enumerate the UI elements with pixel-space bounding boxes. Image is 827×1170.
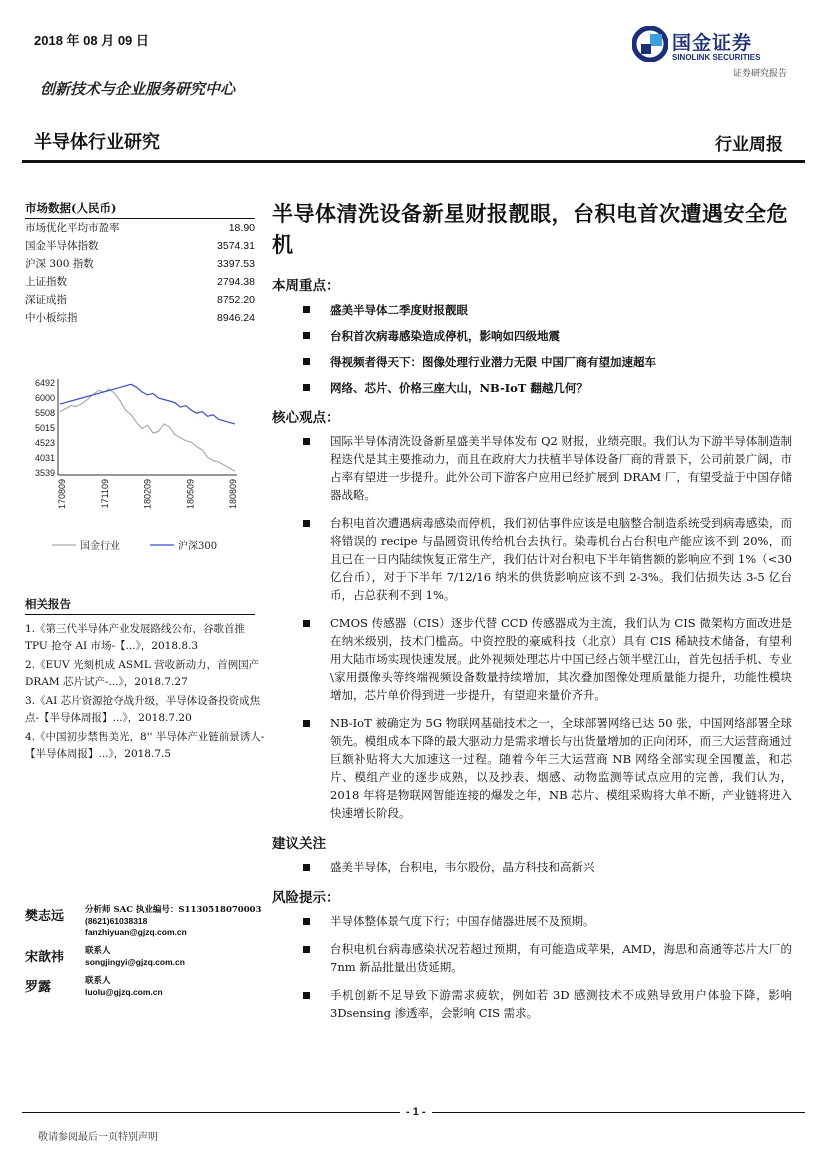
core-point: NB-IoT 被确定为 5G 物联网基础技术之一，全球部署网络已达 50 张，中国网络部署全球领先。模组成本下降的最大驱动力是需求增长与出货量增加的正向闭环，而三大运营商通过巨额补贴将大大加速这一过程。随着今年三大运营商 NB 网络全部实现全国覆盖，和芯片、模组产业的逐步成熟，以及抄表、烟感、动物监测等试点应用的完善，我们认为，2018 年将是物联网智能连接的爆发之年，NB 芯片、模组采购将大单不断，产业链将进入快速增长阶段。	[272, 714, 792, 822]
analyst-role: 分析师 SAC 执业编号：S1130518070003	[85, 905, 262, 915]
market-label: 中小板综指	[25, 312, 78, 324]
report-date: 2018 年 08 月 09 日	[34, 33, 149, 48]
highlight-item: 盛美半导体二季度财报靓眼	[272, 300, 792, 320]
market-label: 深证成指	[25, 294, 67, 306]
market-data-list	[25, 219, 265, 327]
logo-text-en: SINOLINK SECURITIES	[672, 53, 761, 62]
market-data-title: 市场数据(人民币)	[25, 200, 255, 219]
market-row	[25, 309, 255, 327]
suggest-item: 盛美半导体，台积电，韦尔股份，晶方科技和高新兴	[272, 858, 792, 876]
market-row	[25, 255, 255, 273]
x-tick-label: 180209	[142, 479, 153, 510]
market-label: 上证指数	[25, 276, 67, 288]
header-divider	[22, 160, 805, 163]
report-type: 行业周报	[715, 135, 783, 155]
analyst-role: 联系人	[85, 976, 111, 986]
market-row	[25, 291, 255, 309]
line-chart	[22, 370, 247, 570]
logo-subtitle: 证券研究报告	[732, 69, 787, 79]
market-value: 8946.24	[217, 312, 255, 324]
related-report-link[interactable]: 2.《EUV 光刻机成 ASML 营收新动力，首例国产 DRAM 芯片试产-...》，2018.7.27	[25, 659, 260, 688]
core-title: 核心观点：	[272, 410, 340, 426]
page-number: - 1 -	[400, 1106, 432, 1118]
analyst-list	[25, 905, 270, 1006]
market-value: 18.90	[228, 222, 255, 234]
market-value: 3397.53	[217, 258, 255, 270]
risk-item: 半导体整体景气度下行；中国存储器进展不及预期。	[272, 912, 792, 930]
analyst-name: 罗露	[25, 980, 52, 995]
risk-item: 台积电机台病毒感染状况若超过预期，有可能造成苹果，AMD，海思和高通等芯片大厂的 7nm 新品批量出货延期。	[272, 940, 792, 976]
x-tick-label: 180809	[228, 479, 238, 510]
footer-disclaimer: 敬请参阅最后一页特别声明	[38, 1132, 158, 1143]
logo-text-cn: 国金证券	[672, 32, 753, 54]
analyst-entry	[25, 905, 270, 938]
y-tick-label: 4031	[34, 453, 55, 463]
related-report-link[interactable]: 3.《AI 芯片资源抢夺战升级，半导体设备投资成焦点-【半导体周报】...》，2018.7.20	[25, 695, 261, 724]
highlight-item: 得视频者得天下：图像处理行业潜力无限 中国厂商有望加速超车	[272, 352, 792, 372]
core-point: 台积电首次遭遇病毒感染而停机，我们初估事件应该是电脑整合制造系统受到病毒感染，而将错误的 recipe 与晶圆资讯传给机台去执行。染毒机台占台积电产能应该不到 20%，而且已在一日内陆续恢复正常生产，我们估计对台积电下半年销售额的影响应不到 1%（<30 亿台币），对于下半年 7/12/16 纳米的供货影响应该不到 2-3%。我们估损失达 3-5 亿台币，占总获利不到 1%。	[272, 514, 792, 604]
analyst-info	[85, 905, 261, 938]
industry-title: 半导体行业研究	[34, 132, 160, 153]
x-tick-label: 180509	[185, 479, 196, 510]
risk-item: 手机创新不足导致下游需求疲软，例如若 3D 感测技术不成熟导致用户体验下降，影响 3Dsensing 渗透率，会影响 CIS 需求。	[272, 986, 792, 1022]
index-chart	[22, 370, 247, 570]
y-tick-label: 6492	[34, 378, 55, 388]
core-point: 国际半导体清洗设备新星盛美半导体发布 Q2 财报，业绩亮眼。我们认为下游半导体制造制程迭代是其主要推动力，而且在政府大力扶植半导体设备厂商的背景下，公司前景广阔，市占率有望进一步提升。此外公司下游客户应用已经扩展到 DRAM 厂，有望受益于中国存储器战略。	[272, 432, 792, 504]
y-tick-label: 6000	[34, 393, 55, 403]
analyst-name: 樊志远	[25, 909, 65, 924]
highlight-item: 台积首次病毒感染造成停机，影响如四级地震	[272, 326, 792, 346]
market-value: 2794.38	[217, 276, 255, 288]
legend-label: 沪深300	[178, 541, 218, 552]
x-tick-label: 170809	[57, 479, 67, 510]
analyst-name: 宋歆祎	[25, 950, 65, 965]
analyst-email[interactable]: songjingyi@gjzq.com.cn	[85, 957, 185, 967]
core-point: CMOS 传感器（CIS）逐步代替 CCD 传感器成为主流，我们认为 CIS 微架构方面改进是在纳米级别，技术门槛高。中资控股的豪威科技（北京）具有 CIS 稀缺技术储备，有望利用大陆市场实现快速发展。此外视频处理芯片中国已经占领半壁江山，首先包括手机、专业\家用摄像头等终端视频设备数量持续增加，其次叠加图像处理质量能力提升，功能性模块增加，芯片单价得到进一步提升，有望迎来量价齐升。	[272, 614, 792, 704]
market-label: 沪深 300 指数	[25, 258, 94, 270]
market-value: 8752.20	[217, 294, 255, 306]
related-report-link[interactable]: 1.《第三代半导体产业发展路线公布，谷歌首推 TPU 抢夺 AI 市场-【...》，2018.8.3	[25, 623, 246, 652]
analyst-phone: (8621)61038318	[85, 916, 148, 926]
market-row	[25, 273, 255, 291]
highlight-item: 网络、芯片、价格三座大山，NB-IoT 翻越几何？	[272, 378, 792, 398]
y-tick-label: 5015	[34, 423, 55, 433]
market-value: 3574.31	[217, 240, 255, 252]
analyst-entry	[25, 946, 270, 968]
analyst-email[interactable]: fanzhiyuan@gjzq.com.cn	[85, 927, 187, 937]
research-center-name: 创新技术与企业服务研究中心	[40, 80, 236, 98]
y-tick-label: 4523	[34, 438, 55, 448]
legend-label: 国金行业	[80, 541, 120, 552]
main-content	[272, 198, 792, 1032]
highlights-title: 本周重点：	[272, 278, 340, 294]
market-row	[25, 219, 255, 237]
y-tick-label: 3539	[34, 468, 55, 478]
market-row	[25, 237, 255, 255]
related-reports	[25, 596, 265, 765]
series-line-hs300	[60, 384, 235, 424]
related-report-link[interactable]: 4.《中国初步禁售美光，8'' 半导体产业链前景诱人-【半导体周报】...》，2018.7.5	[25, 731, 265, 760]
x-tick-label: 171109	[99, 479, 110, 509]
market-label: 国金半导体指数	[25, 240, 99, 252]
risk-title: 风险提示：	[272, 890, 340, 906]
market-data-panel	[25, 200, 265, 327]
y-tick-label: 5508	[34, 408, 55, 418]
analyst-info	[85, 946, 185, 968]
analyst-info	[85, 976, 163, 998]
analyst-email[interactable]: luolu@gjzq.com.cn	[85, 987, 163, 997]
related-reports-title: 相关报告	[25, 596, 255, 615]
market-label: 市场优化平均市盈率	[25, 222, 120, 234]
sinolink-logo-icon	[632, 26, 668, 62]
series-line-industry	[60, 389, 235, 471]
analyst-entry	[25, 976, 270, 998]
suggest-title: 建议关注	[272, 836, 326, 852]
analyst-role: 联系人	[85, 946, 111, 956]
report-headline: 半导体清洗设备新星财报靓眼，台积电首次遭遇安全危机	[272, 201, 788, 257]
